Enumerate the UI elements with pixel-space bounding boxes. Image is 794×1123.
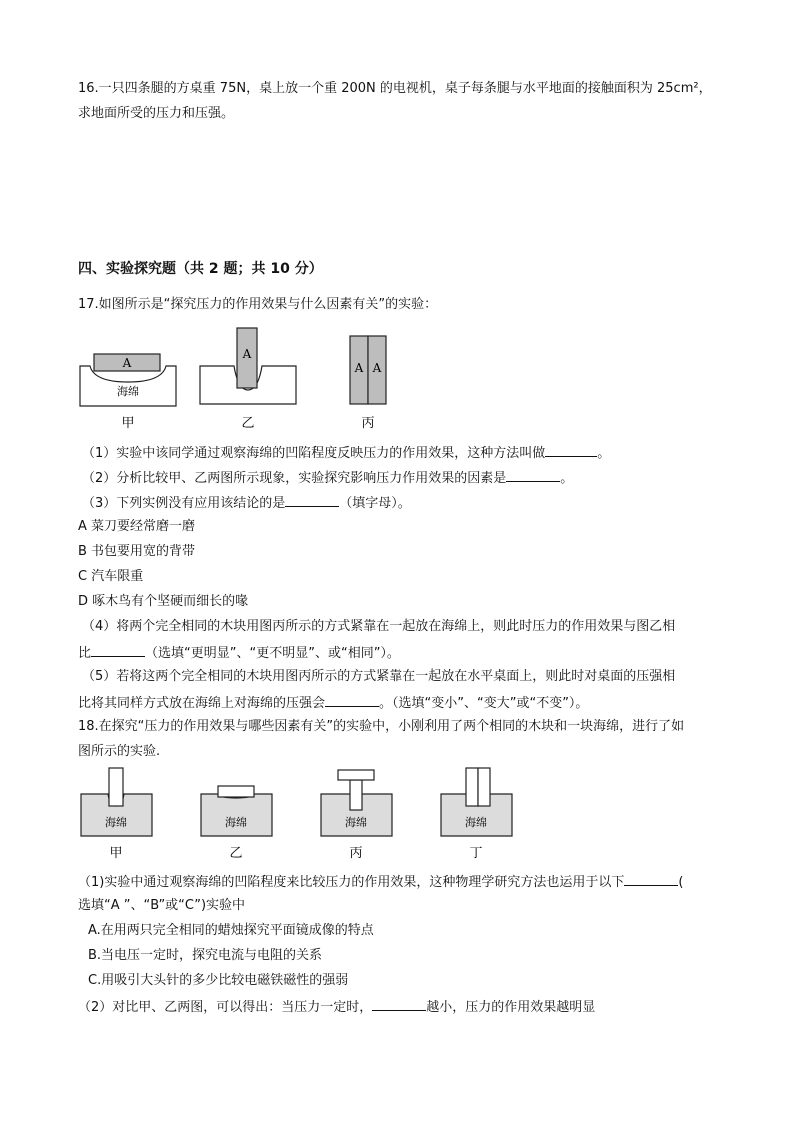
q18-part2 (78, 997, 595, 1017)
q17-part3-text: （3）下列实例没有应用该结论的是 (82, 496, 286, 511)
answer-blank[interactable] (91, 643, 145, 657)
q18-part2-text: （2）对比甲、乙两图，可以得出：当压力一定时， (78, 1000, 373, 1015)
caption-18-jia: 甲 (109, 846, 123, 861)
q17-option-a: A 菜刀要经常磨一磨 (78, 519, 196, 534)
q18-part1-paren: ( (678, 875, 684, 890)
q16-line-1: 16.一只四条腿的方桌重 75N，桌上放一个重 200N 的电视机，桌子每条腿与水平地面的接触面积为 25cm²， (78, 81, 712, 96)
block-18-ding-right (478, 768, 490, 806)
figure-yi (200, 328, 296, 431)
q17-option-d: D 啄木鸟有个坚硬而细长的喙 (78, 594, 249, 609)
q17-part4-line2 (78, 643, 400, 663)
q18-option-a: A.在用两只完全相同的蜡烛探究平面镜成像的特点 (88, 923, 374, 938)
figure-18-jia (81, 768, 152, 861)
q17-part4-text: （选填“更明显”、“更不明显”、或“相同”）。 (145, 646, 400, 661)
q17-part2-end: 。 (560, 471, 574, 486)
q17-part1-end: 。 (597, 446, 611, 461)
block-18-bing-stem (350, 780, 362, 810)
caption-18-bing: 丙 (349, 846, 363, 861)
q17-figure (78, 324, 398, 434)
caption-yi: 乙 (241, 416, 255, 431)
q17-part2-text: （2）分析比较甲、乙两图所示现象，实验探究影响压力作用效果的因素是 (82, 471, 507, 486)
answer-blank[interactable] (372, 997, 426, 1011)
answer-blank[interactable] (506, 468, 560, 482)
q18-intro-line1: 18.在探究“压力的作用效果与哪些因素有关”的实验中，小刚利用了两个相同的木块和一块海绵，进行了如 (78, 719, 685, 734)
answer-blank[interactable] (325, 693, 379, 707)
sponge-label: 海绵 (465, 816, 487, 829)
q17-part4-line1: （4）将两个完全相同的木块用图丙所示的方式紧靠在一起放在海绵上，则此时压力的作用效果与图乙相 (82, 619, 676, 634)
q17-part3-end: （填字母）。 (339, 496, 411, 511)
figure-jia (80, 354, 176, 431)
answer-blank[interactable] (624, 872, 678, 886)
sponge-label: 海绵 (105, 816, 127, 829)
block-letter: A (242, 347, 252, 361)
q17-part5-text: 比将其同样方式放在海绵上对海绵的压强会 (78, 696, 326, 711)
answer-blank[interactable] (285, 493, 339, 507)
figure-18-bing (321, 770, 392, 861)
sponge-label: 海绵 (225, 816, 247, 829)
figure-18-ding (441, 768, 512, 861)
q17-part5-line2 (78, 693, 588, 713)
q17-intro: 17.如图所示是“探究压力的作用效果与什么因素有关”的实验： (78, 297, 438, 312)
q18-part2-end: 越小，压力的作用效果越明显 (426, 1000, 596, 1015)
figure-18-yi (201, 786, 272, 861)
q17-part4-start: 比 (78, 646, 92, 661)
block-letter: A (372, 361, 382, 375)
q17-part5-end: 。（选填“变小”、“变大”或“不变”）。 (379, 696, 589, 711)
q17-part5-line1: （5）若将这两个完全相同的木块用图丙所示的方式紧靠在一起放在水平桌面上，则此时对桌面的压强相 (82, 669, 676, 684)
sponge-label: 海绵 (117, 385, 139, 398)
q18-option-b: B.当电压一定时，探究电流与电阻的关系 (88, 948, 323, 963)
q18-figure (78, 764, 518, 864)
block-18-yi (218, 786, 254, 797)
q18-option-c: C.用吸引大头针的多少比较电磁铁磁性的强弱 (88, 973, 349, 988)
figure-bing (350, 336, 386, 431)
block-letter: A (354, 361, 364, 375)
caption-bing: 丙 (361, 416, 375, 431)
block-18-bing-top (338, 770, 374, 780)
caption-18-ding: 丁 (469, 846, 483, 861)
block-18-ding-left (466, 768, 478, 806)
q17-option-b: B 书包要用宽的背带 (78, 544, 196, 559)
q18-part1-text: （1)实验中通过观察海绵的凹陷程度来比较压力的作用效果，这种物理学研究方法也运用于以下 (78, 875, 625, 890)
q17-part3 (82, 493, 411, 513)
caption-jia: 甲 (121, 416, 135, 431)
caption-18-yi: 乙 (229, 846, 243, 861)
block-18-jia (109, 768, 123, 806)
q17-part1-text: （1）实验中该同学通过观察海绵的凹陷程度反映压力的作用效果，这种方法叫做 (82, 446, 546, 461)
section-heading: 四、实验探究题（共 2 题；共 10 分） (78, 261, 323, 277)
sponge-label: 海绵 (345, 816, 367, 829)
q16-line-2: 求地面所受的压力和压强。 (78, 106, 235, 121)
answer-blank[interactable] (545, 443, 597, 457)
q18-part1-line1 (78, 872, 683, 892)
q17-part2 (82, 468, 573, 488)
q18-intro-line2: 图所示的实验. (78, 744, 161, 759)
q17-option-c: C 汽车限重 (78, 569, 144, 584)
block-letter: A (122, 356, 132, 370)
q17-part1 (82, 443, 610, 463)
q18-part1-line2: 选填“A ”、“B”或“C”)实验中 (78, 898, 246, 913)
